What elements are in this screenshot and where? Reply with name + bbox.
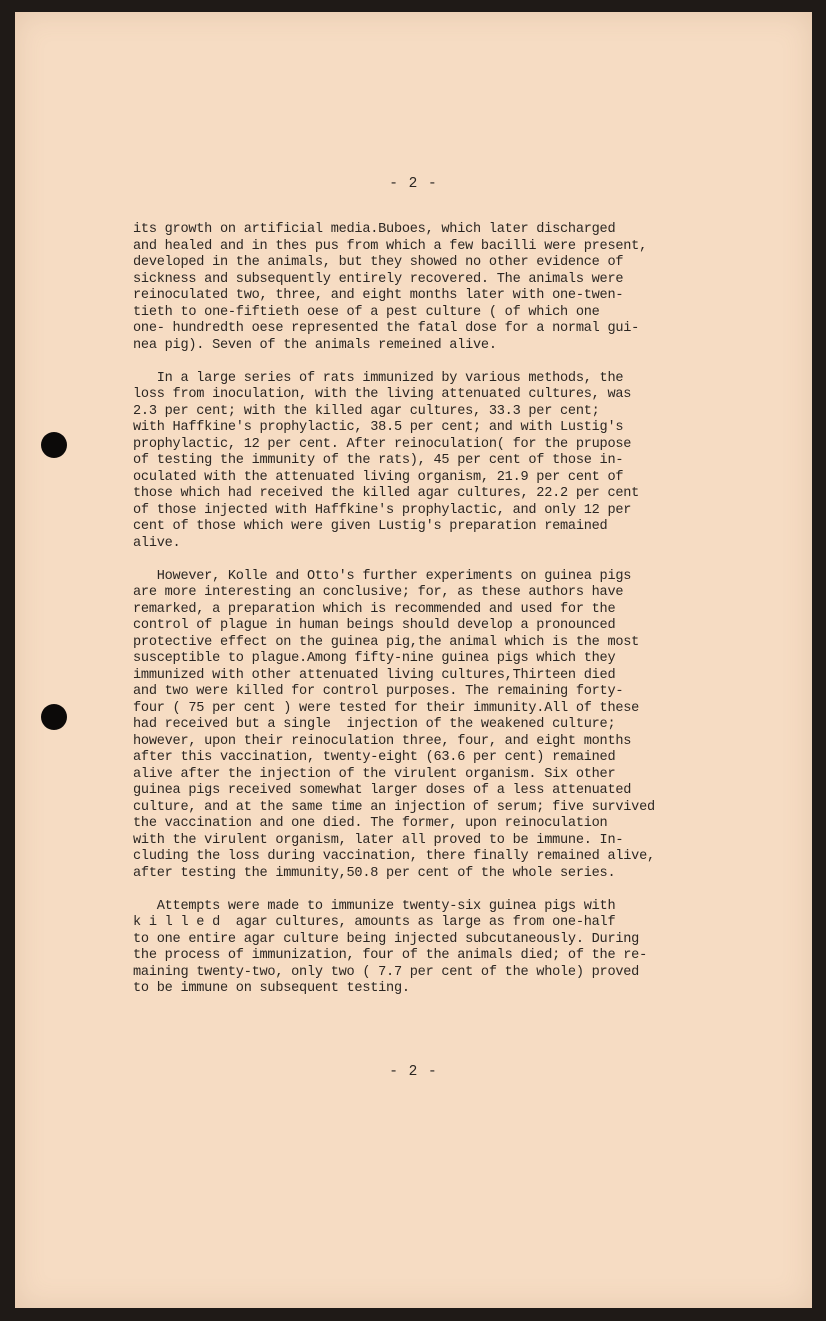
text-line: cluding the loss during vaccination, there finally remained alive, [133,849,655,864]
text-line: are more interesting an conclusive; for, as these authors have [133,585,624,600]
text-line: susceptible to plague.Among fifty-nine guinea pigs which they [133,651,616,666]
footer-page-number: - 2 - [389,1064,438,1080]
text-line: the vaccination and one died. The former, upon reinoculation [133,816,608,831]
punch-hole-top [41,432,67,458]
paragraph-2 [133,371,693,553]
text-line: of those injected with Haffkine's prophylactic, and only 12 per [133,502,632,518]
text-line: alive after the injection of the virulent organism. Six other [133,766,616,782]
text-line: sickness and subsequently entirely recovered. The animals were [133,271,624,287]
document-page [15,12,812,1308]
document-body [133,222,693,998]
paragraph-3 [133,569,693,883]
text-line: culture, and at the same time an injection of serum; five survived [133,799,655,815]
text-line: maining twenty-two, only two ( 7.7 per cent of the whole) proved [133,964,640,980]
text-line: In a large series of rats immunized by various methods, the [133,370,624,386]
text-line: reinoculated two, three, and eight months later with one-twen- [133,288,624,303]
text-line: had received but a single injection of the weakened culture; [133,717,616,732]
text-line: control of plague in human beings should develop a pronounced [133,618,616,633]
text-line: of testing the immunity of the rats), 45 per cent of those in- [133,453,624,468]
paragraph-gap [133,354,693,371]
text-line: to be immune on subsequent testing. [133,981,410,996]
text-line: after testing the immunity,50.8 per cent of the whole series. [133,865,616,881]
punch-hole-bottom [41,704,67,730]
text-line: protective effect on the guinea pig,the animal which is the most [133,634,640,650]
text-line: However, Kolle and Otto's further experiments on guinea pigs [133,568,632,584]
text-line: tieth to one-fiftieth oese of a pest culture ( of which one [133,304,600,320]
text-line: k i l l e d agar cultures, amounts as large as from one-half [133,915,616,930]
text-line: those which had received the killed agar cultures, 22.2 per cent [133,486,640,501]
text-line: loss from inoculation, with the living attenuated cultures, was [133,387,632,402]
text-line: after this vaccination, twenty-eight (63.6 per cent) remained [133,750,616,765]
text-line: 2.3 per cent; with the killed agar cultures, 33.3 per cent; [133,403,600,419]
text-line: the process of immunization, four of the animals died; of the re- [133,948,647,963]
text-line: guinea pigs received somewhat larger doses of a less attenuated [133,783,632,798]
text-line: alive. [133,535,181,551]
text-line: oculated with the attenuated living organism, 21.9 per cent of [133,469,624,485]
text-line: developed in the animals, but they showed no other evidence of [133,255,624,270]
text-line: one- hundredth oese represented the fatal dose for a normal gui- [133,321,640,336]
paragraph-gap [133,882,693,899]
text-line: nea pig). Seven of the animals remeined alive. [133,337,497,353]
text-line: cent of those which were given Lustig's preparation remained [133,519,608,534]
text-line: prophylactic, 12 per cent. After reinoculation( for the prupose [133,436,632,452]
text-line: immunized with other attenuated living cultures,Thirteen died [133,667,616,683]
text-line: and two were killed for control purposes. The remaining forty- [133,684,624,699]
text-line: and healed and in thes pus from which a few bacilli were present, [133,238,647,254]
text-line: Attempts were made to immunize twenty-six guinea pigs with [133,898,616,914]
paragraph-4 [133,899,693,998]
text-line: with Haffkine's prophylactic, 38.5 per cent; and with Lustig's [133,420,624,435]
text-line: however, upon their reinoculation three, four, and eight months [133,733,632,749]
text-line: to one entire agar culture being injected subcutaneously. During [133,931,640,947]
paragraph-gap [133,552,693,569]
header-page-number: - 2 - [389,176,438,192]
text-line: its growth on artificial media.Buboes, which later discharged [133,222,616,237]
text-line: with the virulent organism, later all proved to be immune. In- [133,832,624,848]
paragraph-1 [133,222,693,354]
text-line: four ( 75 per cent ) were tested for their immunity.All of these [133,700,640,716]
text-line: remarked, a preparation which is recommended and used for the [133,601,616,617]
